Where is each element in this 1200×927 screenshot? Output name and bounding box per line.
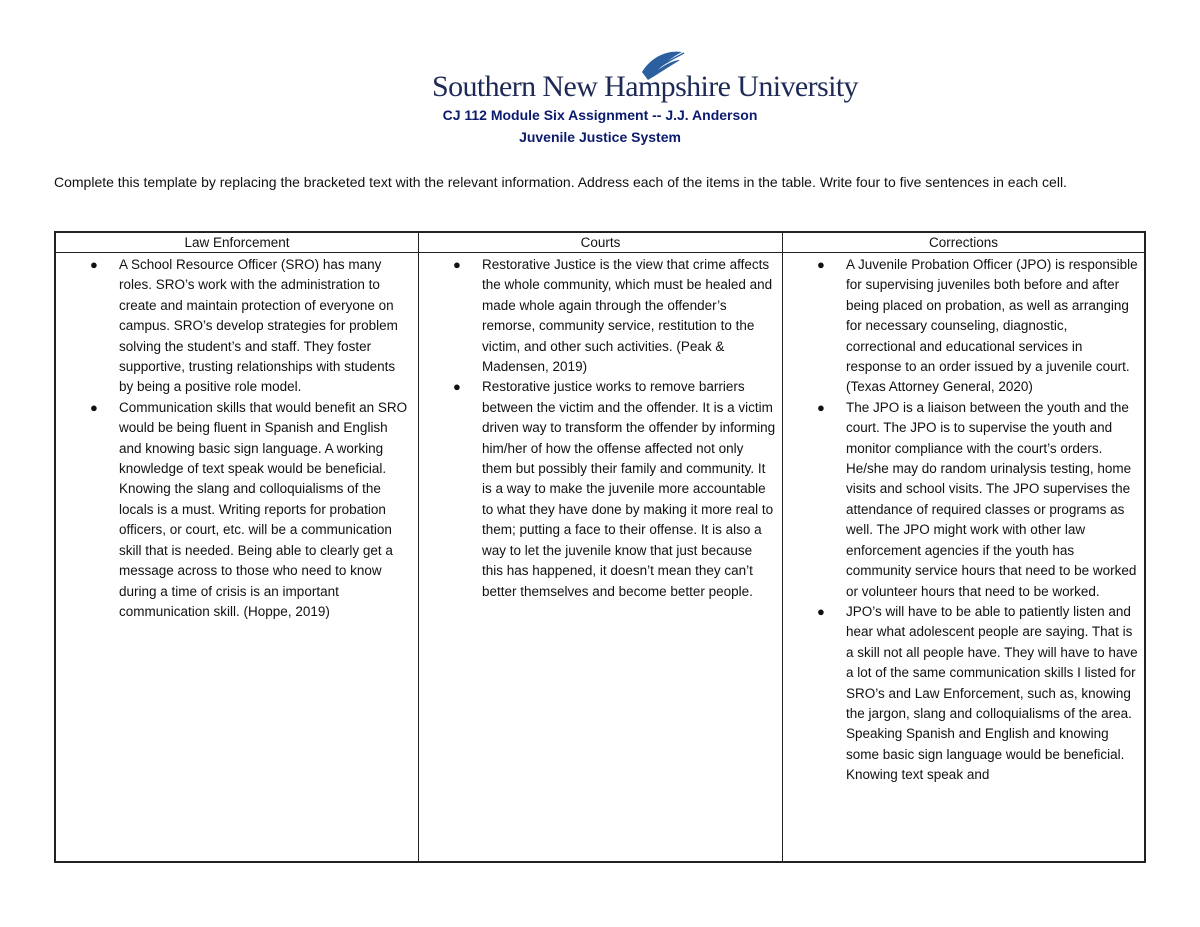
list-item xyxy=(783,255,1138,398)
table-column-courts xyxy=(419,233,783,861)
table-column-law-enforcement xyxy=(56,233,419,861)
list-item-text: A Juvenile Probation Officer (JPO) is responsible for supervising juveniles both before and after being placed on probation, as well as arranging for necessary counseling, diagnostic, correctional and educational services in response to an order issued by a juvenile court. (Texas Attorney General, 2020) xyxy=(846,257,1138,395)
bullet-icon: ● xyxy=(453,257,461,272)
bullet-icon: ● xyxy=(453,379,461,395)
instructions-paragraph: Complete this template by replacing the bracketed text with the relevant information. Address each of the items in the table. Write four to five sentences in each cell. xyxy=(54,174,1067,190)
bullet-list xyxy=(783,255,1138,786)
list-item xyxy=(56,255,412,398)
list-item xyxy=(419,377,776,601)
column-header: Law Enforcement xyxy=(56,233,418,253)
list-item xyxy=(783,398,1138,602)
column-body xyxy=(783,253,1144,786)
list-item xyxy=(56,398,412,622)
column-body xyxy=(419,253,782,602)
document-subtitle: Juvenile Justice System xyxy=(519,129,681,145)
juvenile-justice-table xyxy=(54,231,1146,863)
bullet-icon: ● xyxy=(817,603,825,619)
list-item xyxy=(783,602,1138,786)
list-item xyxy=(419,255,776,377)
list-item-text: A School Resource Officer (SRO) has many roles. SRO’s work with the administration to create and maintain protection of everyone on campus. SRO’s develop strategies for problem solving the student’s and staff. They foster supportive, trusting relationships with students by being a positive role model. xyxy=(119,257,398,395)
list-item-text: JPO’s will have to be able to patiently listen and hear what adolescent people are saying. That is a skill not all people have. They will have to have a lot of the same communication skills I listed for SRO’s and Law Enforcement, such as, knowing the jargon, slang and colloquialisms of the area. Speaking Spanish and English and knowing some basic sign language would be beneficial. Knowing text speak and xyxy=(846,603,1138,783)
bullet-list xyxy=(56,255,412,622)
list-item-text: Restorative Justice is the view that crime affects the whole community, which must be healed and made whole again through the offender’s remorse, community service, restitution to the victim, and other such activities. (Peak & Madensen, 2019) xyxy=(482,257,773,375)
bullet-icon: ● xyxy=(817,399,825,415)
column-header: Courts xyxy=(419,233,782,253)
list-item-text: The JPO is a liaison between the youth and the court. The JPO is to supervise the youth and monitor compliance with the court’s orders. He/she may do random urinalysis testing, home visits and school visits. The JPO supervises the attendance of required classes or programs as well. The JPO might work with other law enforcement agencies if the youth has community service hours that need to be worked or volunteer hours that need to be worked. xyxy=(846,399,1137,599)
university-name: Southern New Hampshire University xyxy=(432,70,858,103)
column-body xyxy=(56,253,418,622)
list-item-text: Communication skills that would benefit an SRO would be being fluent in Spanish and English and knowing basic sign language. A working knowledge of text speak would be beneficial. Knowing the slang and colloquialisms of the locals is a must. Writing reports for probation officers, or court, etc. will be a communication skill that is needed. Being able to clearly get a message across to those who need to know during a time of crisis is an important communication skill. (Hoppe, 2019) xyxy=(119,399,408,619)
table-column-corrections xyxy=(783,233,1144,861)
bullet-icon: ● xyxy=(90,399,98,415)
column-header: Corrections xyxy=(783,233,1144,253)
bullet-icon: ● xyxy=(817,257,825,272)
university-logo xyxy=(430,46,858,106)
list-item-text: Restorative justice works to remove barriers between the victim and the offender. It is a victim driven way to transform the offender by informing him/her of how the offense affected not only them but possibly their family and community. It is a way to make the juvenile more accountable to what they have done by making it more real to them; putting a face to their offense. It is also a way to let the juvenile know that just because this has happened, it doesn’t mean they can’t better themselves and become better people. xyxy=(482,379,776,599)
document-title: CJ 112 Module Six Assignment -- J.J. Anderson xyxy=(442,107,758,123)
bullet-list xyxy=(419,255,776,602)
bullet-icon: ● xyxy=(90,257,98,272)
